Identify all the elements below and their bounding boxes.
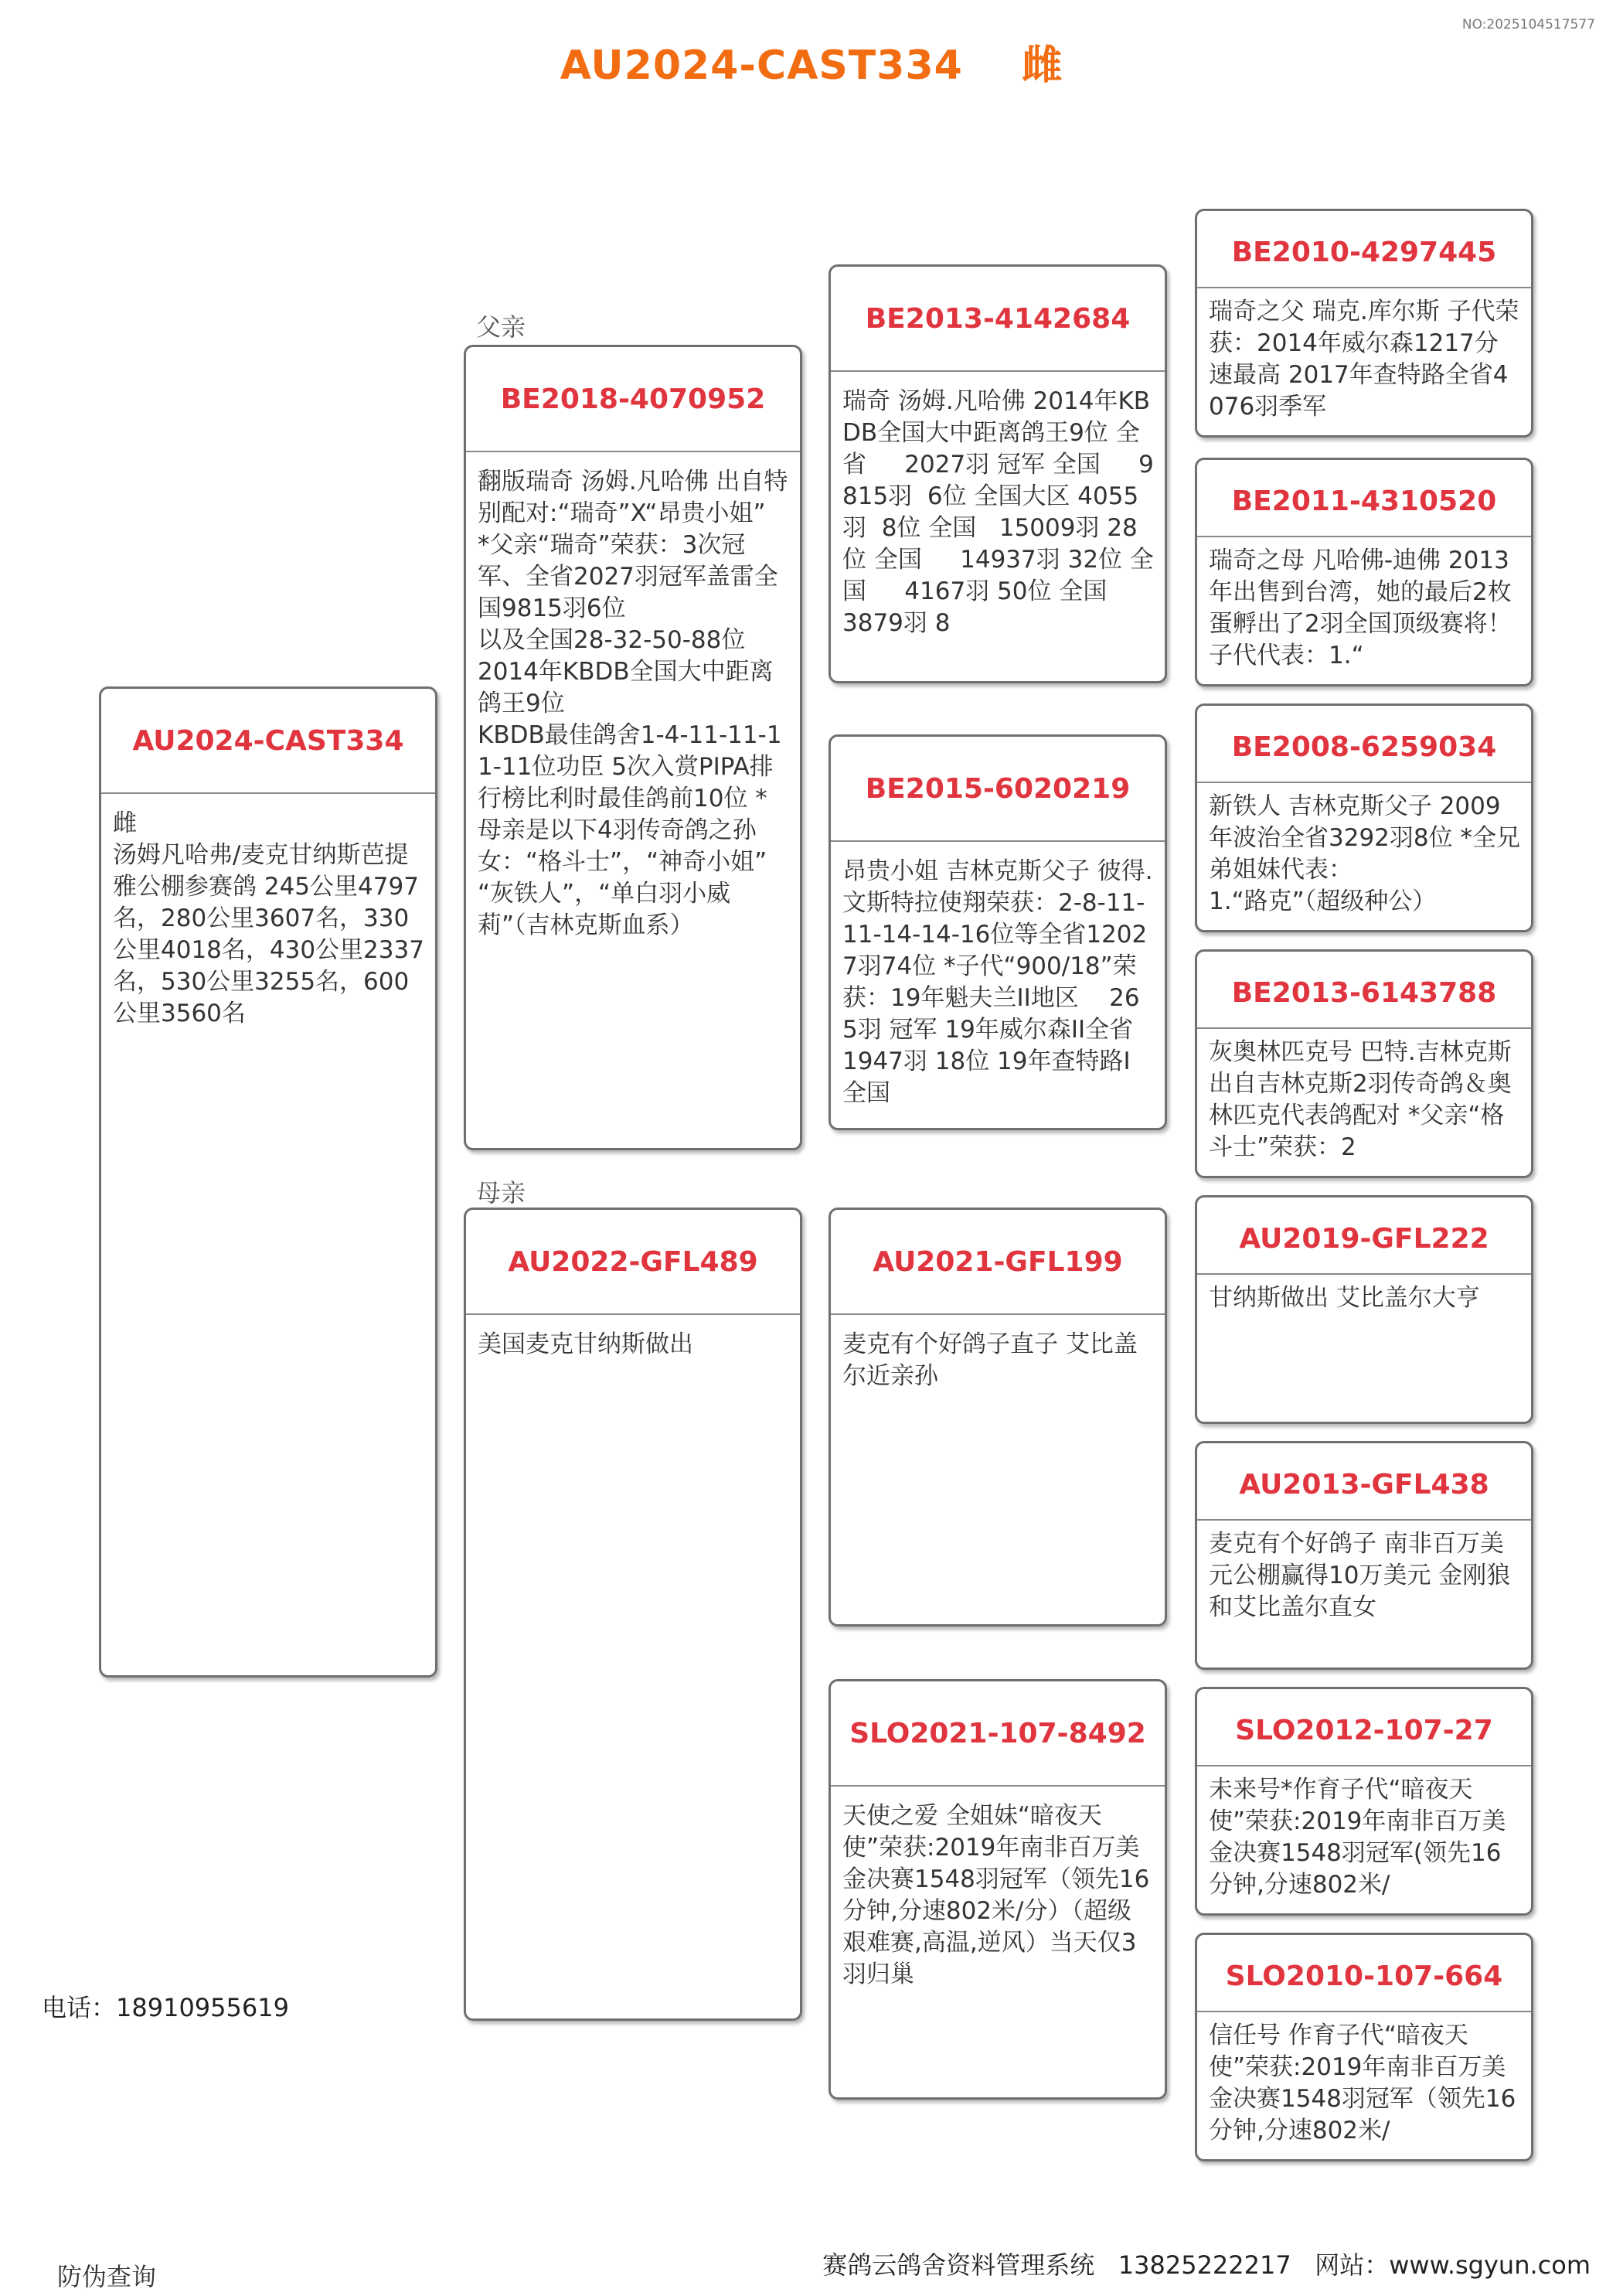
sire-card[interactable] <box>464 345 802 1150</box>
sire-dam-dam-ring-number: BE2013-6143788 <box>1197 952 1531 1029</box>
dam-ring-number: AU2022-GFL489 <box>466 1210 800 1315</box>
subject-card[interactable] <box>99 686 437 1678</box>
anti-counterfeit-link[interactable]: 防伪查询 <box>57 2262 157 2291</box>
dam-sire-sire-card[interactable] <box>1195 1195 1533 1424</box>
sire-ring-number: BE2018-4070952 <box>466 347 800 452</box>
dam-sire-ring-number: AU2021-GFL199 <box>831 1210 1165 1315</box>
dam-sire-sire-description: 甘纳斯做出 艾比盖尔大亨 <box>1209 1284 1480 1312</box>
sire-sire-sire-ring-number: BE2010-4297445 <box>1197 211 1531 288</box>
sire-label: 父亲 <box>476 312 526 342</box>
dam-dam-description: 天使之爱 全姐妹“暗夜天使”荣获:2019年南非百万美金决赛1548羽冠军（领先16分钟,分速802米/分）（超级艰难赛,高温,逆风）当天仅3羽归巢 <box>842 1802 1150 1988</box>
sire-sire-dam-ring-number: BE2011-4310520 <box>1197 460 1531 537</box>
subject-ring-number: AU2024-CAST334 <box>101 689 435 794</box>
page-title: AU2024-CAST334 雌 <box>560 43 1063 89</box>
dam-sire-dam-card[interactable] <box>1195 1441 1533 1670</box>
sire-sire-card[interactable] <box>829 264 1167 683</box>
dam-dam-card[interactable] <box>829 1679 1167 2100</box>
sire-dam-sire-ring-number: BE2008-6259034 <box>1197 706 1531 783</box>
dam-sire-dam-description: 麦克有个好鸽子 南非百万美元公棚赢得10万美元 金刚狼和艾比盖尔直女 <box>1209 1530 1511 1621</box>
sire-dam-description: 昂贵小姐 吉林克斯父子 彼得.文斯特拉使翔荣获：2-8-11-11-14-14-16位等全省12027羽74位 *子代“900/18”荣获：19年魁夫兰II地区 265羽 冠军 19年威尔森II全省 1947羽 18位 19年查特路I全国 <box>842 857 1156 1107</box>
sire-sire-sire-card[interactable] <box>1195 209 1533 438</box>
dam-dam-dam-ring-number: SLO2010-107-664 <box>1197 1935 1531 2012</box>
sire-sire-description: 瑞奇 汤姆.凡哈佛 2014年KBDB全国大中距离鸽王9位 全省 2027羽 冠军 全国 9815羽 6位 全国大区 4055羽 8位 全国 15009羽 28位 全国 14937羽 32位 全国 4167羽 50位 全国 3879羽 8 <box>842 387 1154 637</box>
dam-card[interactable] <box>464 1208 802 2021</box>
subject-description: 雌 汤姆凡哈弗/麦克甘纳斯芭提雅公棚参赛鸽 245公里4797名，280公里3607名，330公里4018名，430公里2337名，530公里3255名，600公里3560名 <box>113 809 424 1027</box>
sire-sire-dam-card[interactable] <box>1195 458 1533 686</box>
dam-description: 美国麦克甘纳斯做出 <box>478 1330 693 1358</box>
dam-sire-description: 麦克有个好鸽子直子 艾比盖尔近亲孙 <box>842 1330 1138 1390</box>
dam-sire-card[interactable] <box>829 1208 1167 1627</box>
dam-dam-dam-description: 信任号 作育子代“暗夜天使”荣获:2019年南非百万美金决赛1548羽冠军（领先16分钟,分速802米/ <box>1209 2022 1516 2144</box>
dam-sire-sire-ring-number: AU2019-GFL222 <box>1197 1197 1531 1275</box>
sire-description: 翻版瑞奇 汤姆.凡哈佛 出自特别配对:“瑞奇”X“昂贵小姐” *父亲“瑞奇”荣获：3次冠军、全省2027羽冠军盖雷全国9815羽6位 以及全国28-32-50-88位 2014年KBDB全国大中距离鸽王9位 KBDB最佳鸽舍1-4-11-11-11-11位功臣 5次入赏PIPA排行榜比利时最佳鸽前10位 *母亲是以下4羽传奇鸽之孙女：“格斗士”，“神奇小姐” “灰铁人”，“单白羽小威莉”（吉林克斯血系） <box>478 468 788 939</box>
dam-dam-sire-card[interactable] <box>1195 1687 1533 1916</box>
sire-dam-dam-card[interactable] <box>1195 949 1533 1178</box>
sire-dam-sire-card[interactable] <box>1195 703 1533 932</box>
sire-sire-dam-description: 瑞奇之母 凡哈佛-迪佛 2013年出售到台湾，她的最后2枚蛋孵出了2羽全国顶级赛将！子代代表：1.“ <box>1209 547 1512 669</box>
document-number: NO:2025104517577 <box>1461 17 1595 32</box>
sire-dam-card[interactable] <box>829 734 1167 1130</box>
contact-phone: 电话：18910955619 <box>42 1993 289 2022</box>
dam-dam-sire-description: 未来号*作育子代“暗夜天使”荣获:2019年南非百万美金决赛1548羽冠军(领先16分钟,分速802米/ <box>1209 1776 1506 1899</box>
sire-dam-ring-number: BE2015-6020219 <box>831 737 1165 842</box>
sire-dam-sire-description: 新铁人 吉林克斯父子 2009年波治全省3292羽8位 *全兄弟姐妹代表： 1.“路克”（超级种公） <box>1209 792 1520 915</box>
dam-sire-dam-ring-number: AU2013-GFL438 <box>1197 1443 1531 1521</box>
sire-sire-ring-number: BE2013-4142684 <box>831 267 1165 372</box>
sire-sire-sire-description: 瑞奇之父 瑞克.库尔斯 子代荣获：2014年威尔森1217分速最高 2017年查特路全省4076羽季军 <box>1209 298 1519 421</box>
dam-dam-sire-ring-number: SLO2012-107-27 <box>1197 1689 1531 1766</box>
dam-dam-dam-card[interactable] <box>1195 1933 1533 2161</box>
footer-system-info: 赛鸽云鸽舍资料管理系统 13825222217 网站：www.sgyun.com <box>822 2250 1591 2280</box>
sire-dam-dam-description: 灰奥林匹克号 巴特.吉林克斯 出自吉林克斯2羽传奇鸽＆奥林匹克代表鸽配对 *父亲“格斗士”荣获：2 <box>1209 1038 1519 1161</box>
dam-label: 母亲 <box>476 1178 526 1208</box>
dam-dam-ring-number: SLO2021-107-8492 <box>831 1681 1165 1787</box>
